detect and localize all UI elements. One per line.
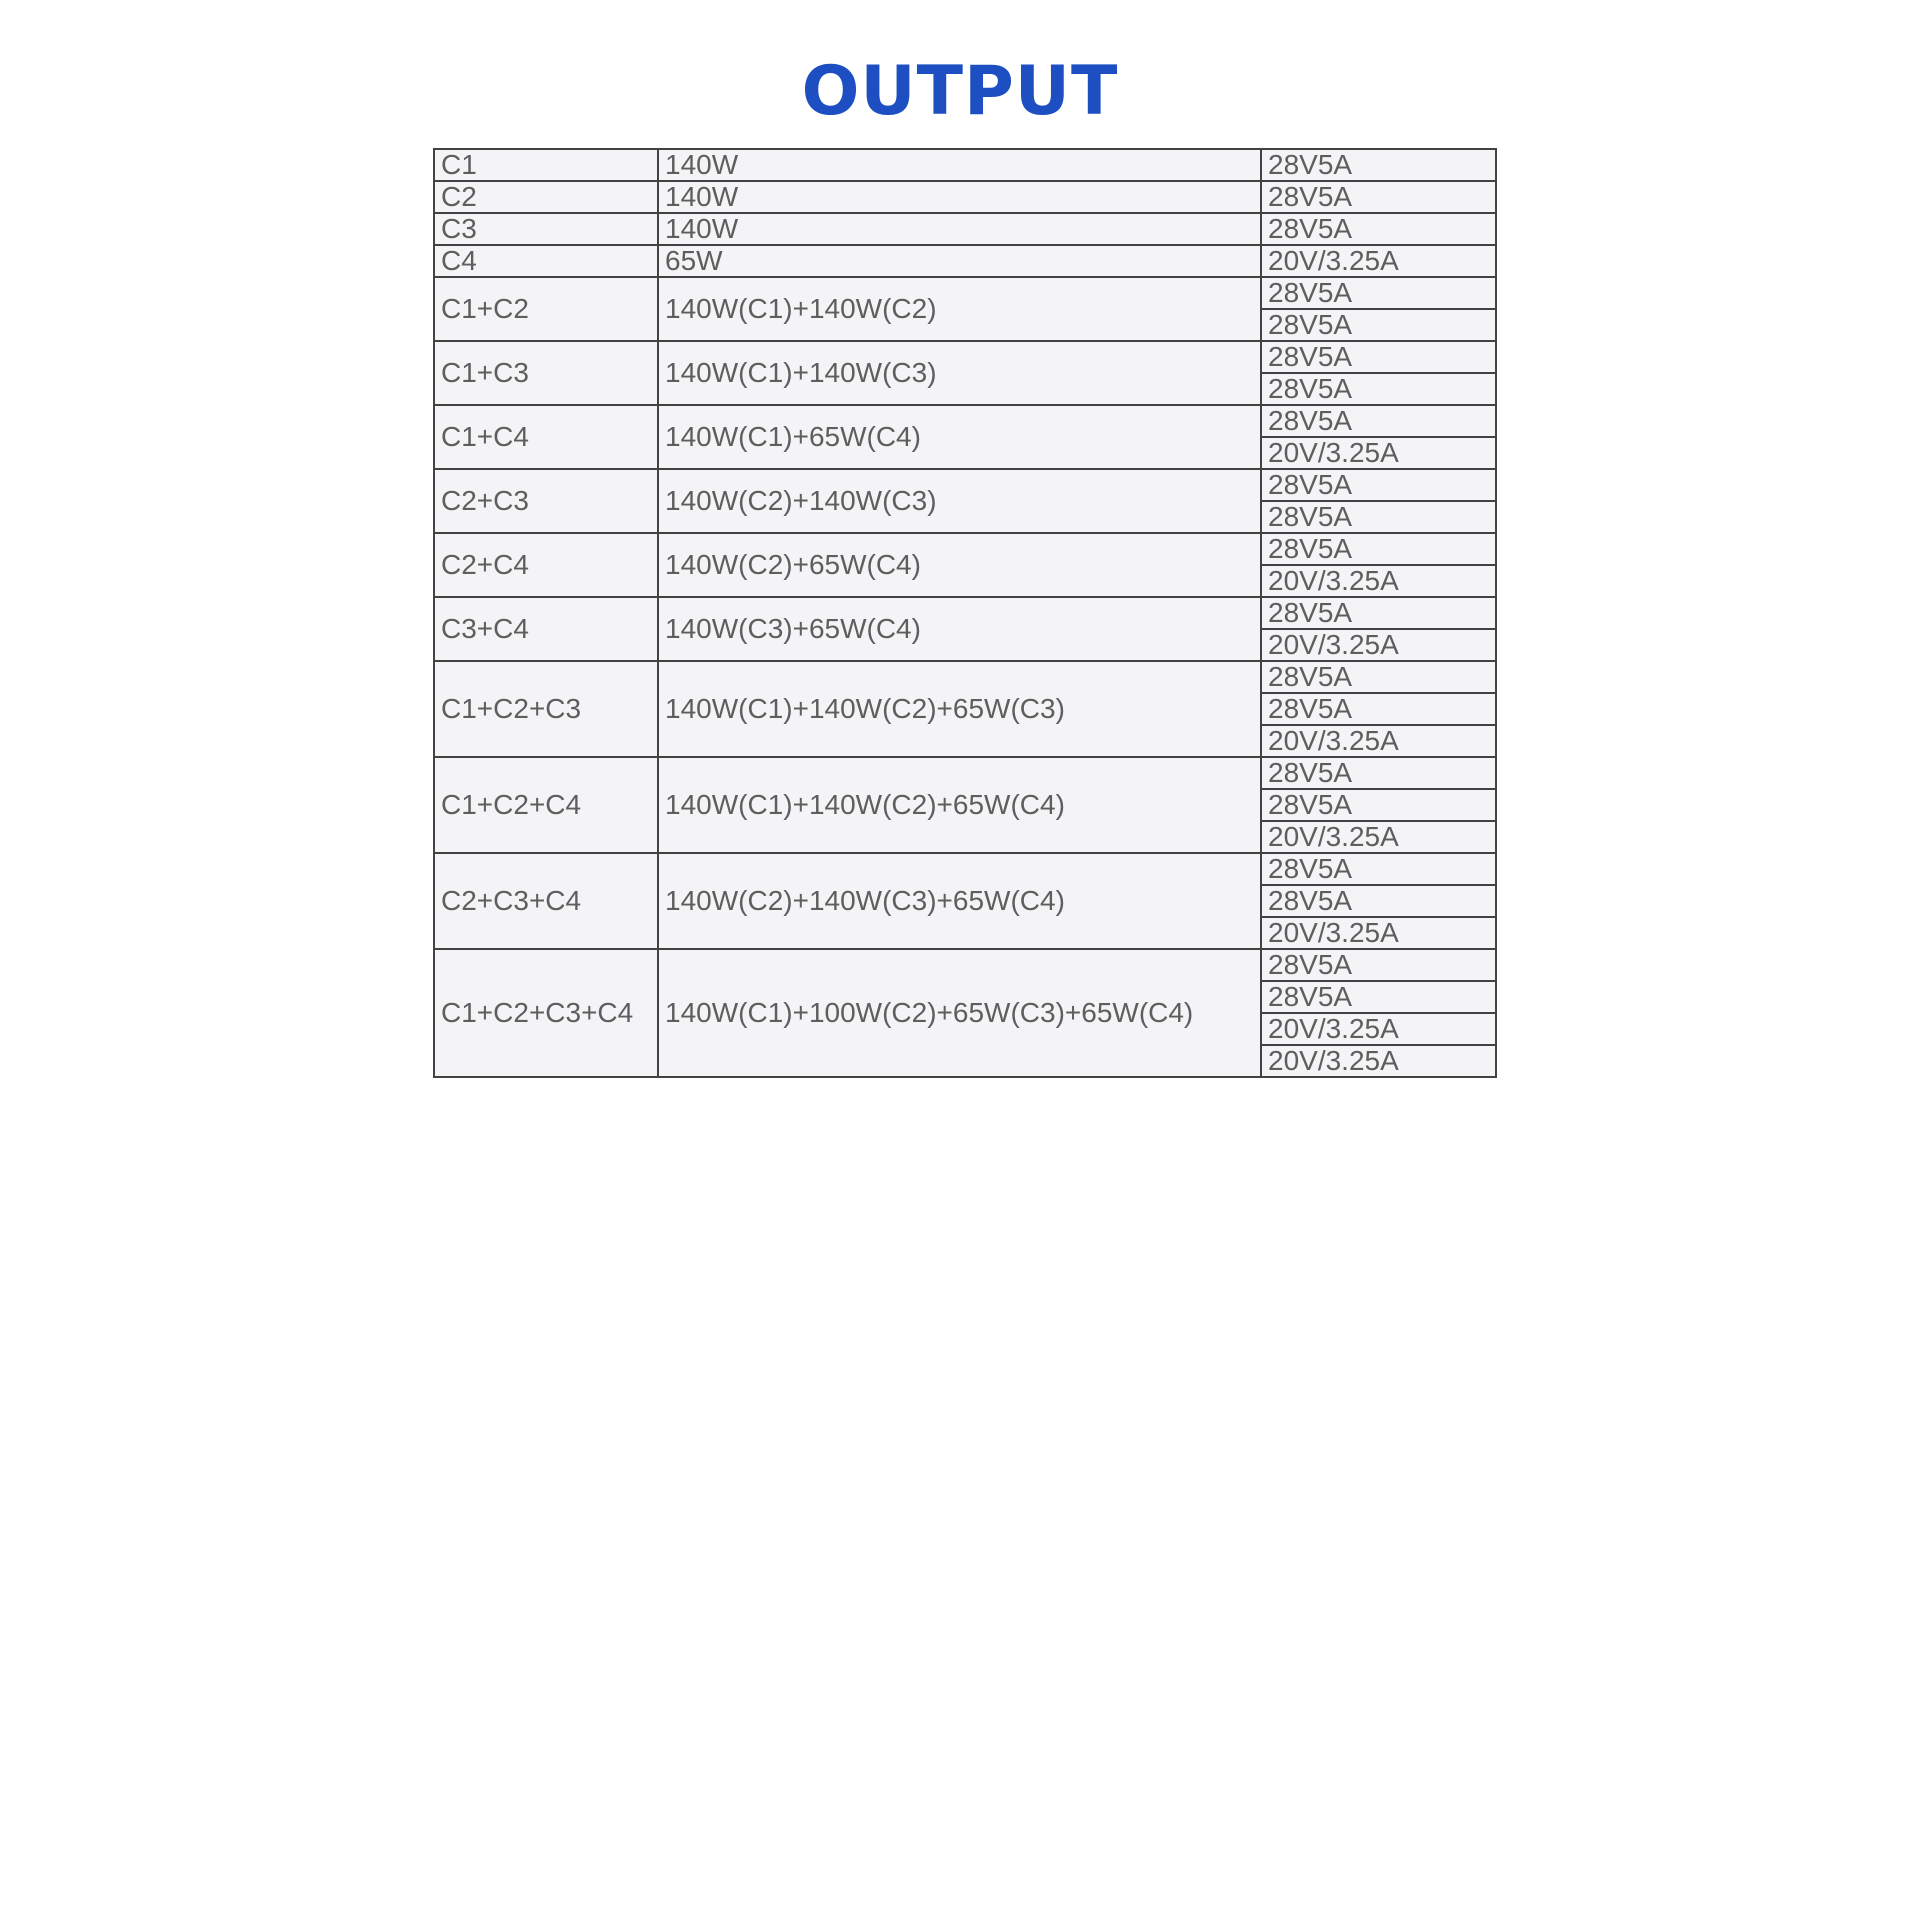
table-row xyxy=(434,533,1496,565)
table-row xyxy=(434,341,1496,373)
voltage-current-cell: 28V5A xyxy=(1261,853,1496,885)
power-allocation-cell: 140W(C1)+140W(C2)+65W(C4) xyxy=(658,757,1261,853)
power-allocation-cell: 140W(C2)+140W(C3) xyxy=(658,469,1261,533)
voltage-current-cell: 28V5A xyxy=(1261,501,1496,533)
voltage-current-cell: 28V5A xyxy=(1261,469,1496,501)
port-combination-cell: C2+C3 xyxy=(434,469,658,533)
voltage-current-cell: 20V/3.25A xyxy=(1261,821,1496,853)
voltage-current-cell: 20V/3.25A xyxy=(1261,565,1496,597)
voltage-current-cell: 20V/3.25A xyxy=(1261,1045,1496,1077)
table-row xyxy=(434,245,1496,277)
port-combination-cell: C2+C4 xyxy=(434,533,658,597)
voltage-current-cell: 28V5A xyxy=(1261,405,1496,437)
voltage-current-cell: 28V5A xyxy=(1261,597,1496,629)
voltage-current-cell: 28V5A xyxy=(1261,277,1496,309)
output-spec-table xyxy=(433,148,1497,1078)
voltage-current-cell: 20V/3.25A xyxy=(1261,1013,1496,1045)
power-allocation-cell: 140W(C2)+140W(C3)+65W(C4) xyxy=(658,853,1261,949)
table-row xyxy=(434,949,1496,981)
power-allocation-cell: 140W(C3)+65W(C4) xyxy=(658,597,1261,661)
voltage-current-cell: 28V5A xyxy=(1261,757,1496,789)
port-combination-cell: C1+C4 xyxy=(434,405,658,469)
power-allocation-cell: 65W xyxy=(658,245,1261,277)
table-row xyxy=(434,661,1496,693)
table-row xyxy=(434,469,1496,501)
voltage-current-cell: 20V/3.25A xyxy=(1261,725,1496,757)
port-combination-cell: C1+C3 xyxy=(434,341,658,405)
voltage-current-cell: 28V5A xyxy=(1261,693,1496,725)
voltage-current-cell: 28V5A xyxy=(1261,533,1496,565)
power-allocation-cell: 140W xyxy=(658,181,1261,213)
voltage-current-cell: 28V5A xyxy=(1261,213,1496,245)
voltage-current-cell: 28V5A xyxy=(1261,885,1496,917)
table-row xyxy=(434,405,1496,437)
voltage-current-cell: 28V5A xyxy=(1261,661,1496,693)
table-row xyxy=(434,597,1496,629)
power-allocation-cell: 140W(C1)+100W(C2)+65W(C3)+65W(C4) xyxy=(658,949,1261,1077)
voltage-current-cell: 28V5A xyxy=(1261,949,1496,981)
port-combination-cell: C2+C3+C4 xyxy=(434,853,658,949)
table-row xyxy=(434,757,1496,789)
voltage-current-cell: 20V/3.25A xyxy=(1261,245,1496,277)
page-title: OUTPUT xyxy=(801,52,1119,131)
voltage-current-cell: 28V5A xyxy=(1261,181,1496,213)
power-allocation-cell: 140W xyxy=(658,149,1261,181)
voltage-current-cell: 28V5A xyxy=(1261,309,1496,341)
table-row xyxy=(434,277,1496,309)
table-row xyxy=(434,213,1496,245)
voltage-current-cell: 28V5A xyxy=(1261,373,1496,405)
voltage-current-cell: 28V5A xyxy=(1261,149,1496,181)
port-combination-cell: C1+C2+C4 xyxy=(434,757,658,853)
power-allocation-cell: 140W(C1)+140W(C3) xyxy=(658,341,1261,405)
port-combination-cell: C3 xyxy=(434,213,658,245)
port-combination-cell: C1+C2+C3+C4 xyxy=(434,949,658,1077)
voltage-current-cell: 28V5A xyxy=(1261,341,1496,373)
output-spec-table-body xyxy=(434,149,1496,1077)
voltage-current-cell: 20V/3.25A xyxy=(1261,437,1496,469)
power-allocation-cell: 140W xyxy=(658,213,1261,245)
voltage-current-cell: 28V5A xyxy=(1261,981,1496,1013)
port-combination-cell: C2 xyxy=(434,181,658,213)
port-combination-cell: C1+C2+C3 xyxy=(434,661,658,757)
port-combination-cell: C1 xyxy=(434,149,658,181)
voltage-current-cell: 20V/3.25A xyxy=(1261,917,1496,949)
power-allocation-cell: 140W(C1)+65W(C4) xyxy=(658,405,1261,469)
table-row xyxy=(434,181,1496,213)
voltage-current-cell: 28V5A xyxy=(1261,789,1496,821)
port-combination-cell: C1+C2 xyxy=(434,277,658,341)
table-row xyxy=(434,149,1496,181)
port-combination-cell: C4 xyxy=(434,245,658,277)
port-combination-cell: C3+C4 xyxy=(434,597,658,661)
table-row xyxy=(434,853,1496,885)
voltage-current-cell: 20V/3.25A xyxy=(1261,629,1496,661)
power-allocation-cell: 140W(C1)+140W(C2) xyxy=(658,277,1261,341)
power-allocation-cell: 140W(C2)+65W(C4) xyxy=(658,533,1261,597)
power-allocation-cell: 140W(C1)+140W(C2)+65W(C3) xyxy=(658,661,1261,757)
